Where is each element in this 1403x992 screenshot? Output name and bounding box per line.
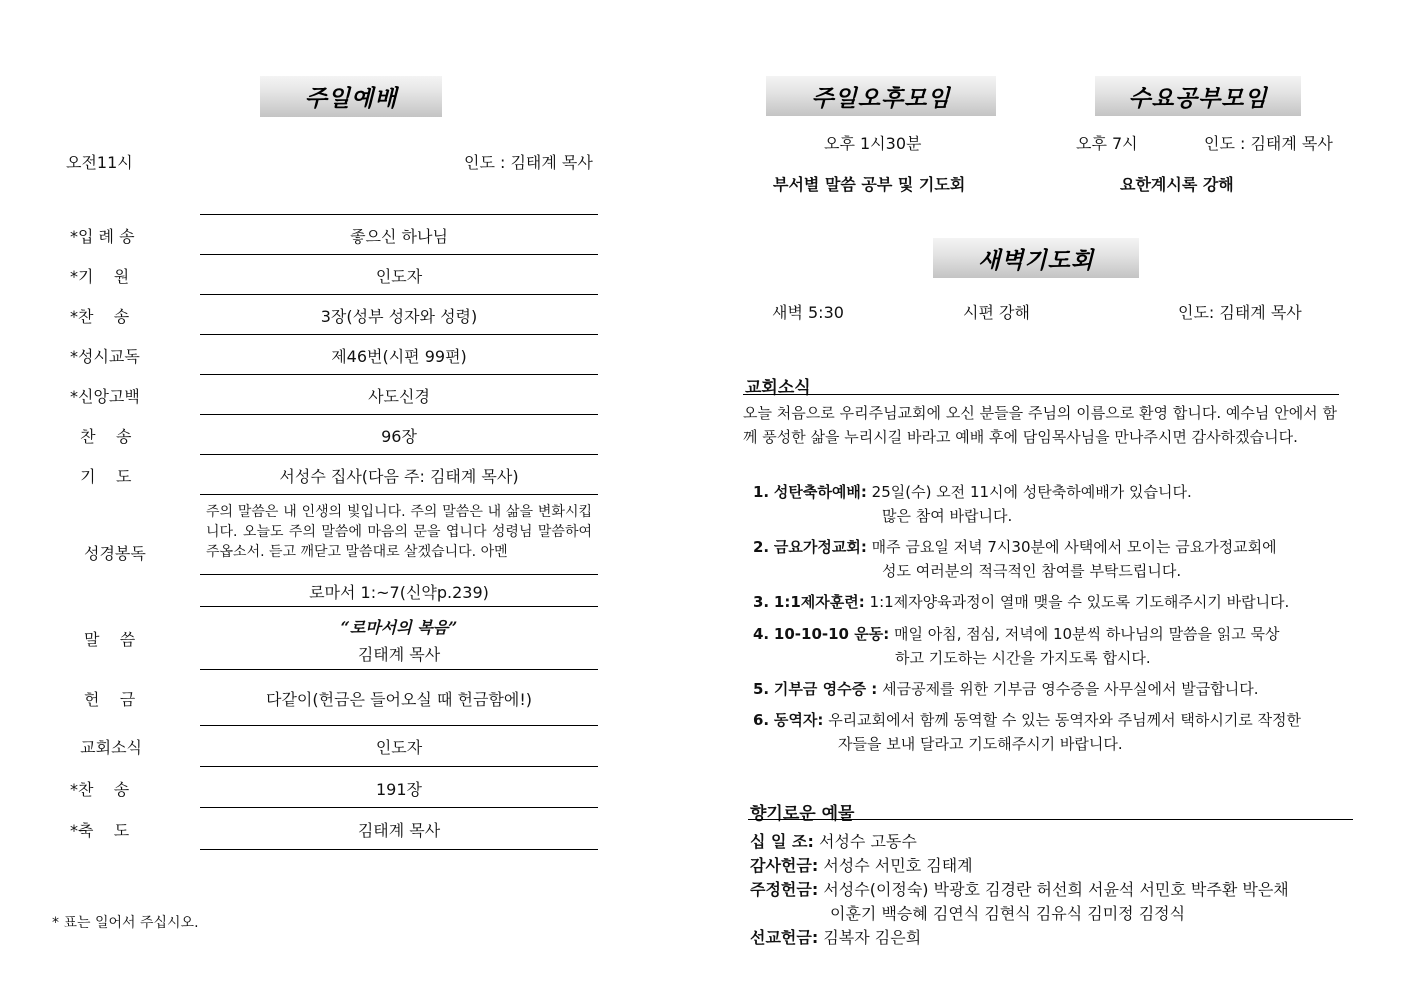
order-value: 96장	[381, 427, 417, 446]
news-item-text: 25일(수) 오전 11시에 성탄축하예배가 있습니다.	[871, 483, 1192, 501]
wednesday-leader: 인도 : 김태계 목사	[1204, 134, 1333, 153]
news-item-title: 동역자:	[773, 711, 824, 729]
divider	[200, 669, 598, 670]
order-value: 좋으신 하나님	[350, 227, 448, 246]
offering-row	[750, 926, 921, 949]
wednesday-description: 요한계시록 강해	[1120, 175, 1234, 194]
offering-label: 헌 금	[84, 690, 136, 709]
order-label: *성시교독	[70, 347, 140, 366]
news-item-number: 5.	[753, 680, 770, 698]
news-item-text: 성도 여러분의 적극적인 참여를 부탁드립니다.	[882, 562, 1182, 580]
sunday-worship-title: 주일예배	[260, 76, 442, 117]
divider	[200, 454, 598, 455]
order-value: 191장	[376, 780, 422, 799]
divider	[200, 254, 598, 255]
news-item-title: 성탄축하예배:	[773, 483, 867, 501]
order-value: 인도자	[375, 738, 423, 757]
offering-row	[750, 854, 973, 877]
dawn-time: 새벽 5:30	[772, 303, 844, 322]
church-news-heading: 교회소식	[745, 378, 811, 398]
order-value: 김태계 목사	[357, 821, 441, 840]
offering-row	[830, 902, 1185, 925]
order-value: 사도신경	[368, 387, 430, 406]
offering-type: 선교헌금:	[750, 928, 819, 947]
news-item-text: 많은 참여 바랍니다.	[882, 507, 1013, 525]
news-item-number: 2.	[753, 538, 770, 556]
sermon-label: 말 씀	[84, 630, 136, 649]
dawn-leader: 인도: 김태계 목사	[1178, 303, 1302, 322]
order-value: 제46번(시편 99편)	[331, 347, 467, 366]
news-item-text: 세금공제를 위한 기부금 영수증을 사무실에서 발급합니다.	[882, 680, 1259, 698]
dawn-description: 시편 강해	[963, 303, 1030, 322]
divider	[200, 606, 598, 607]
offering-names: 서성수(이정숙) 박광호 김경란 허선희 서윤석 서민호 박주환 박은채	[823, 880, 1289, 899]
order-label: *찬 송	[70, 307, 130, 326]
scripture-label: 성경봉독	[84, 544, 146, 563]
afternoon-description: 부서별 말씀 공부 및 기도회	[773, 175, 966, 194]
divider	[743, 394, 1339, 395]
order-label: *신앙고백	[70, 387, 140, 406]
order-label: 찬 송	[70, 427, 132, 446]
news-intro: 오늘 처음으로 우리주님교회에 오신 분들을 주님의 이름으로 환영 합니다. 예수님 안에서 함께 풍성한 삶을 누리시길 바라고 예배 후에 담임목사님을 만나주시면 감사하겠습니다.	[743, 404, 1337, 446]
offering-row	[750, 878, 1289, 901]
news-item-title: 금요가정교회:	[773, 538, 867, 556]
news-item-text: 1:1제자양육과정이 열매 맺을 수 있도록 기도해주시기 바랍니다.	[869, 593, 1290, 611]
news-item-title: 10-10-10 운동:	[773, 625, 890, 643]
worship-leader: 인도 : 김태계 목사	[464, 153, 593, 172]
order-value: 인도자	[375, 267, 423, 286]
news-item-text: 자들을 보내 달라고 기도해주시기 바랍니다.	[838, 735, 1123, 753]
order-value: 3장(성부 성자와 성령)	[320, 307, 478, 326]
offering-type: 십 일 조:	[750, 832, 814, 851]
news-item-text: 매일 아침, 점심, 저녁에 10분씩 하나님의 말씀을 읽고 묵상	[893, 625, 1280, 643]
sermon-title: “로마서의 복음”	[340, 618, 458, 637]
news-item-text: 우리교회에서 함께 동역할 수 있는 동역자와 주님께서 택하시기로 작정한	[828, 711, 1302, 729]
order-label: *입 례 송	[70, 227, 135, 246]
divider	[200, 574, 598, 575]
afternoon-time: 오후 1시30분	[824, 134, 922, 153]
order-label: 기 도	[70, 467, 132, 486]
divider	[200, 807, 598, 808]
divider	[200, 494, 598, 495]
news-item-title: 1:1제자훈련:	[773, 593, 865, 611]
news-item	[753, 535, 1277, 559]
news-item-number: 6.	[753, 711, 770, 729]
news-item-text: 매주 금요일 저녁 7시30분에 사택에서 모이는 금요가정교회에	[871, 538, 1277, 556]
divider	[200, 849, 598, 850]
sermon-preacher: 김태계 목사	[357, 645, 441, 664]
worship-time: 오전11시	[66, 153, 133, 172]
divider	[200, 725, 598, 726]
offering-names: 서성수 고동수	[819, 832, 917, 851]
offering-type: 주정헌금:	[750, 880, 819, 899]
scripture-prayer: 주의 말씀은 내 인생의 빛입니다. 주의 말씀은 내 삶을 변화시킵니다. 오늘도 주의 말씀에 마음의 문을 엽니다 성령님 말씀하여 주옵소서. 듣고 깨닫고 말씀대로 살겠습니다. 아멘	[206, 504, 592, 560]
news-item	[753, 480, 1192, 504]
news-item	[753, 677, 1258, 701]
order-value: 서성수 집사(다음 주: 김태계 목사)	[279, 467, 519, 486]
scripture-reference: 로마서 1:~7(신약p.239)	[309, 583, 489, 602]
divider	[200, 294, 598, 295]
offering-names: 서성수 서민호 김태계	[823, 856, 973, 875]
news-item-number: 1.	[753, 483, 770, 501]
divider	[200, 766, 598, 767]
offering-row	[750, 830, 917, 853]
news-item	[753, 622, 1280, 646]
news-item-number: 4.	[753, 625, 770, 643]
order-label: 교회소식	[70, 738, 142, 757]
news-item	[753, 590, 1289, 614]
news-item-text: 하고 기도하는 시간을 가지도록 합시다.	[895, 649, 1151, 667]
divider	[200, 334, 598, 335]
offering-type: 감사헌금:	[750, 856, 819, 875]
offerings-heading: 향기로운 예물	[750, 804, 855, 824]
wednesday-time: 오후 7시	[1076, 134, 1138, 153]
divider	[748, 819, 1353, 820]
news-item	[753, 708, 1301, 732]
divider	[200, 214, 598, 215]
order-label: *축 도	[70, 821, 130, 840]
order-label: *기 원	[70, 267, 130, 286]
standing-footnote: * 표는 일어서 주십시오.	[52, 915, 199, 931]
afternoon-meeting-title: 주일오후모임	[766, 76, 996, 116]
wednesday-study-title: 수요공부모임	[1095, 76, 1301, 116]
offering-value: 다같이(헌금은 들어오실 때 헌금함에!)	[266, 690, 532, 709]
divider	[200, 414, 598, 415]
dawn-prayer-title: 새벽기도회	[933, 238, 1139, 278]
divider	[200, 374, 598, 375]
offering-names: 이훈기 백승혜 김연식 김현식 김유식 김미정 김정식	[830, 904, 1186, 923]
news-item-title: 기부금 영수증 :	[773, 680, 878, 698]
news-item-number: 3.	[753, 593, 770, 611]
order-label: *찬 송	[70, 780, 130, 799]
offering-names: 김복자 김은희	[823, 928, 922, 947]
